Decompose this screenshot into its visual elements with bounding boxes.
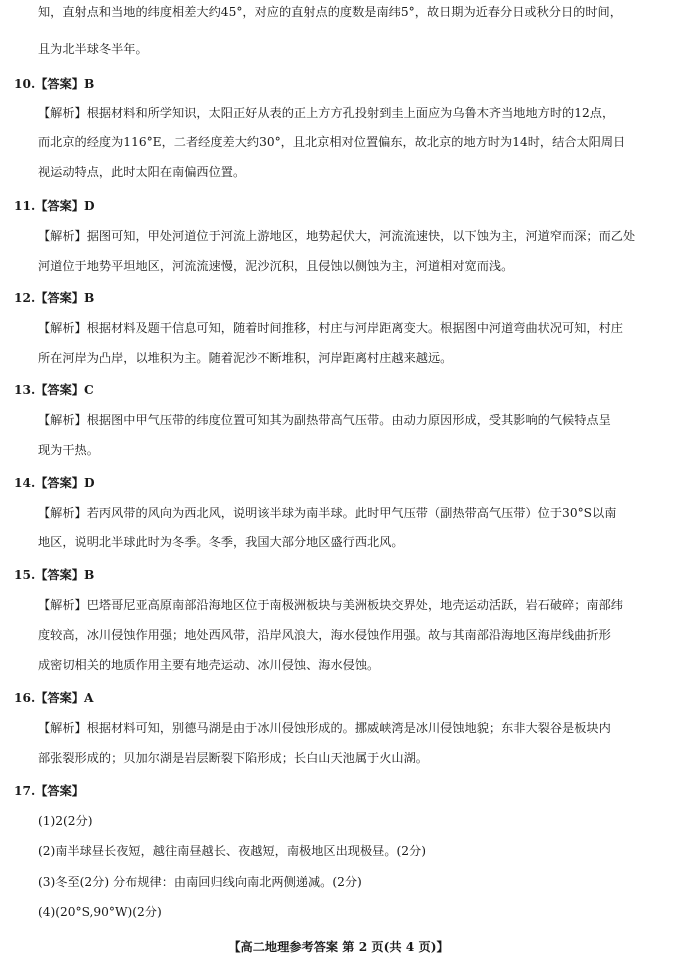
analysis-line: 视运动特点，此时太阳在南偏西位置。 [38,165,246,179]
analysis-line: 所在河岸为凸岸，以堆积为主。随着泥沙不断堆积，河岸距离村庄越来越远。 [38,351,453,365]
analysis-line: 现为干热。 [38,443,99,457]
text-line: 知，直射点和当地的纬度相差大约45°，对应的直射点的度数是南纬5°，故日期为近春分日或秋分日的时间， [38,5,622,19]
text-line: 且为北半球冬半年。 [38,42,148,56]
answer-part: (2)南半球昼长夜短，越往南昼越长、夜越短，南极地区出现极昼。(2分) [38,844,426,858]
analysis-line: 【解析】根据图中甲气压带的纬度位置可知其为副热带高气压带。由动力原因形成，受其影响的气候特点呈 [38,413,611,427]
analysis-line: 【解析】巴塔哥尼亚高原南部沿海地区位于南极洲板块与美洲板块交界处，地壳运动活跃，岩石破碎；南部纬 [38,598,623,612]
answer-heading-14: 14.【答案】D [14,476,95,490]
answer-heading-15: 15.【答案】B [14,568,95,582]
analysis-line: 河道位于地势平坦地区，河流流速慢，泥沙沉积，且侵蚀以侧蚀为主，河道相对宽而浅。 [38,259,514,273]
answer-heading-12: 12.【答案】B [14,291,95,305]
analysis-line: 而北京的经度为116°E，二者经度差大约30°，且北京相对位置偏东，故北京的地方时为14时，结合太阳周日 [38,135,626,149]
analysis-line: 部张裂形成的；贝加尔湖是岩层断裂下陷形成；长白山天池属于火山湖。 [38,751,428,765]
analysis-line: 度较高，冰川侵蚀作用强；地处西风带，沿岸风浪大，海水侵蚀作用强。故与其南部沿海地区海岸线曲折形 [38,628,611,642]
analysis-line: 地区，说明北半球此时为冬季。冬季，我国大部分地区盛行西北风。 [38,535,404,549]
answer-heading-10: 10.【答案】B [14,77,95,91]
analysis-line: 成密切相关的地质作用主要有地壳运动、冰川侵蚀、海水侵蚀。 [38,658,380,672]
answer-part: (1)2(2分) [38,814,93,828]
answer-heading-13: 13.【答案】C [14,383,94,397]
answer-heading-16: 16.【答案】A [14,691,94,705]
analysis-line: 【解析】根据材料可知，别德马湖是由于冰川侵蚀形成的。挪威峡湾是冰川侵蚀地貌；东非大裂谷是板块内 [38,721,611,735]
answer-heading-11: 11.【答案】D [14,199,95,213]
answer-part: (3)冬至(2分) 分布规律：由南回归线向南北两侧递减。(2分) [38,875,362,889]
analysis-line: 【解析】若丙风带的风向为西北风，说明该半球为南半球。此时甲气压带（副热带高气压带）位于30°S以南 [38,506,617,520]
page-footer: 【高二地理参考答案 第 2 页(共 4 页)】 [228,940,449,954]
analysis-line: 【解析】据图可知，甲处河道位于河流上游地区，地势起伏大，河流流速快，以下蚀为主，河道窄而深；而乙处 [38,229,636,243]
answer-heading-17: 17.【答案】 [14,784,84,798]
answer-part: (4)(20°S,90°W)(2分) [38,905,162,919]
analysis-line: 【解析】根据材料及题干信息可知，随着时间推移，村庄与河岸距离变大。根据图中河道弯曲状况可知，村庄 [38,321,623,335]
analysis-line: 【解析】根据材料和所学知识，太阳正好从表的正上方方孔投射到圭上面应为乌鲁木齐当地地方时的12点， [38,106,615,120]
